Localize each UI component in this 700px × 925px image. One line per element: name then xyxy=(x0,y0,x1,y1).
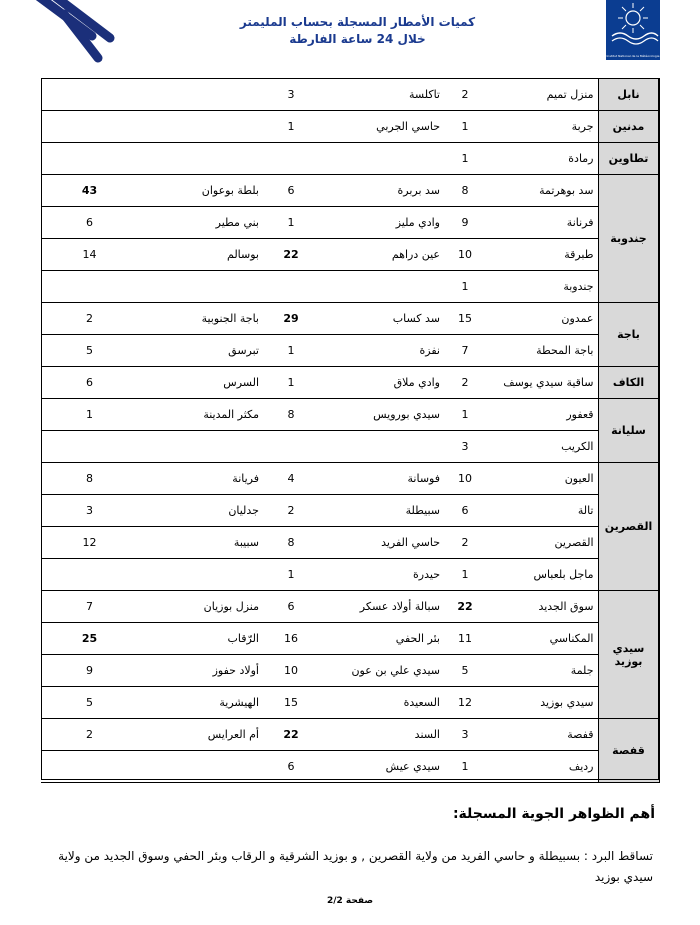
station-name: المكناسي xyxy=(486,623,598,655)
station-name: سيدي بورويس xyxy=(373,408,440,421)
table-row xyxy=(41,751,659,783)
rain-value: 2 xyxy=(444,527,486,559)
station-name: الهيشرية xyxy=(138,687,263,719)
rain-value: 6 xyxy=(287,600,295,613)
rain-value: 22 xyxy=(457,600,473,613)
governorate-cell: جندوبة xyxy=(598,175,659,303)
station-name: أم العرايس xyxy=(207,728,259,741)
rain-value: 6 xyxy=(263,751,319,783)
rain-value: 1 xyxy=(263,207,319,239)
station-name xyxy=(138,431,263,463)
station-name: عين دراهم xyxy=(319,239,444,271)
rain-value: 14 xyxy=(41,239,138,271)
weather-events-text: تساقط البرد : بسبيطلة و حاسي الفريد من ولاية القصرين , و بوزيد الشرقية و الرقاب وبئر الحفي وسوق الجديد من ولاية سيدي بوزيد xyxy=(58,849,653,884)
station-name: سد كساب xyxy=(392,312,440,325)
rain-value: 1 xyxy=(86,408,93,421)
page-number: صفحة 2/2 xyxy=(326,896,374,906)
page-title xyxy=(230,14,485,48)
station-name: الكريب xyxy=(486,431,598,463)
title-line-2: خلال 24 ساعة الفارطة xyxy=(289,32,426,46)
rain-value: 10 xyxy=(458,472,472,485)
rainfall-table xyxy=(41,78,660,783)
table-row xyxy=(41,271,659,303)
rain-value xyxy=(41,143,138,175)
station-name: منزل تميم xyxy=(546,88,594,101)
governorate-cell: سيدي بوزيد xyxy=(598,591,659,719)
station-name: باجة الجنوبية xyxy=(201,312,259,325)
rain-value: 43 xyxy=(81,184,98,197)
station-name: تالة xyxy=(486,495,598,527)
station-name: بئر الحفي xyxy=(319,623,444,655)
rain-value: 1 xyxy=(263,559,319,591)
table-row xyxy=(41,591,659,623)
rain-value: 1 xyxy=(461,408,469,421)
governorate-group xyxy=(41,175,659,303)
rain-value: 3 xyxy=(41,495,138,527)
rain-value: 11 xyxy=(444,623,486,655)
governorate-group xyxy=(41,111,659,143)
station-name: جربة xyxy=(571,120,594,133)
rain-value xyxy=(263,143,319,175)
rain-value: 8 xyxy=(461,184,469,197)
rain-value xyxy=(263,431,319,463)
station-name: حيدرة xyxy=(319,559,444,591)
rain-value: 1 xyxy=(444,559,486,591)
table-row xyxy=(41,111,659,143)
table-row xyxy=(41,303,659,335)
weather-events-title: أهم الظواهر الجوية المسجلة: xyxy=(452,806,655,822)
sun-wave-icon xyxy=(606,0,660,46)
station-name: ماجل بلعباس xyxy=(486,559,598,591)
station-name: باجة المحطة xyxy=(486,335,598,367)
governorate-cell: قفصة xyxy=(598,719,659,783)
station-name: السعيدة xyxy=(319,687,444,719)
station-name: وادي ملاق xyxy=(393,376,440,389)
rain-value xyxy=(41,79,138,111)
table-row xyxy=(41,431,659,463)
station-name: طبرقة xyxy=(486,239,598,271)
institute-logo xyxy=(606,0,660,60)
station-name: عمدون xyxy=(561,312,594,325)
rain-value: 5 xyxy=(41,687,138,719)
station-name: جندوبة xyxy=(486,271,598,303)
governorate-cell: باجة xyxy=(598,303,659,367)
rain-value xyxy=(263,271,319,303)
rain-value: 3 xyxy=(461,728,469,741)
table-row xyxy=(41,143,659,175)
station-name: سيدي علي بن عون xyxy=(319,655,444,687)
rain-value: 10 xyxy=(444,239,486,271)
station-name: تبرسق xyxy=(138,335,263,367)
title-line-1: كميات الأمطار المسجلة بحساب المليمتر xyxy=(239,15,476,29)
rain-value: 3 xyxy=(444,431,486,463)
station-name: فرنانة xyxy=(486,207,598,239)
rain-value: 2 xyxy=(86,312,93,325)
rain-value: 1 xyxy=(287,376,295,389)
rain-value: 1 xyxy=(444,751,486,783)
station-name: سوق الجديد xyxy=(538,600,594,613)
station-name: أولاد حفوز xyxy=(138,655,263,687)
governorate-group xyxy=(41,367,659,399)
governorate-cell: سليانة xyxy=(598,399,659,463)
rain-value: 2 xyxy=(461,88,469,101)
governorate-group xyxy=(41,79,659,111)
rain-value: 8 xyxy=(86,472,93,485)
governorate-cell: مدنين xyxy=(598,111,659,143)
rain-value: 2 xyxy=(263,495,319,527)
station-name: وادي مليز xyxy=(319,207,444,239)
table-row xyxy=(41,79,659,111)
table-row xyxy=(41,399,659,431)
station-name: بني مطير xyxy=(138,207,263,239)
rain-value xyxy=(41,431,138,463)
rain-value: 1 xyxy=(461,152,469,165)
rain-value xyxy=(41,271,138,303)
rain-value: 6 xyxy=(287,184,295,197)
rain-value: 2 xyxy=(461,376,469,389)
rain-value: 10 xyxy=(263,655,319,687)
station-name: جدليان xyxy=(138,495,263,527)
rain-value: 8 xyxy=(287,408,295,421)
station-name: السند xyxy=(414,728,440,741)
station-name: الرّقاب xyxy=(138,623,263,655)
station-name: حاسي الجربي xyxy=(376,120,440,133)
station-name xyxy=(319,143,444,175)
station-name xyxy=(319,431,444,463)
rain-value: 7 xyxy=(86,600,93,613)
table-row xyxy=(41,687,659,719)
station-name: جلمة xyxy=(486,655,598,687)
station-name: قفصة xyxy=(567,728,594,741)
rain-value: 3 xyxy=(287,88,295,101)
station-name: ساقية سيدي يوسف xyxy=(503,376,594,389)
station-name: رمادة xyxy=(568,152,594,165)
rain-value: 5 xyxy=(41,335,138,367)
station-name: فريانة xyxy=(232,472,259,485)
governorate-group xyxy=(41,143,659,175)
governorate-group xyxy=(41,303,659,367)
rain-value: 6 xyxy=(41,207,138,239)
table-row xyxy=(41,655,659,687)
table-row xyxy=(41,463,659,495)
governorate-group xyxy=(41,399,659,463)
rain-value: 22 xyxy=(283,728,299,741)
table-row xyxy=(41,175,659,207)
station-name: فوسانة xyxy=(407,472,440,485)
station-name xyxy=(138,79,263,111)
rain-value xyxy=(41,751,138,783)
station-name xyxy=(138,559,263,591)
governorate-cell: تطاوين xyxy=(598,143,659,175)
station-name xyxy=(138,111,263,143)
station-name: العيون xyxy=(564,472,594,485)
rain-value: 1 xyxy=(263,335,319,367)
station-name: سبالة أولاد عسكر xyxy=(359,600,440,613)
station-name: بوسالم xyxy=(138,239,263,271)
station-name: قعفور xyxy=(566,408,594,421)
decorative-stripes xyxy=(30,0,120,68)
station-name xyxy=(138,271,263,303)
governorate-cell: القصرين xyxy=(598,463,659,591)
table-row xyxy=(41,527,659,559)
rain-value: 22 xyxy=(263,239,319,271)
station-name: سيدي بوزيد xyxy=(486,687,598,719)
table-row xyxy=(41,207,659,239)
station-name: مكثر المدينة xyxy=(203,408,259,421)
station-name: سيدي عيش xyxy=(319,751,444,783)
rain-value: 6 xyxy=(444,495,486,527)
governorate-group xyxy=(41,719,659,783)
station-name: بلطة بوعوان xyxy=(201,184,259,197)
table-row xyxy=(41,239,659,271)
rain-value: 4 xyxy=(287,472,295,485)
station-name: منزل بوزيان xyxy=(203,600,259,613)
station-name xyxy=(319,271,444,303)
table-row xyxy=(41,495,659,527)
station-name: سبيطلة xyxy=(319,495,444,527)
rain-value: 29 xyxy=(283,312,299,325)
station-name: نفزة xyxy=(319,335,444,367)
rain-value: 1 xyxy=(461,120,469,133)
station-name: السرس xyxy=(223,376,259,389)
station-name: حاسي الفريد xyxy=(319,527,444,559)
table-row xyxy=(41,335,659,367)
rain-value: 15 xyxy=(458,312,472,325)
rain-value: 16 xyxy=(263,623,319,655)
station-name xyxy=(138,143,263,175)
rain-value: 7 xyxy=(444,335,486,367)
station-name xyxy=(138,751,263,783)
rain-value xyxy=(41,559,138,591)
rain-value: 9 xyxy=(444,207,486,239)
rain-value: 12 xyxy=(444,687,486,719)
table-row xyxy=(41,719,659,751)
rain-value: 9 xyxy=(41,655,138,687)
rain-value: 15 xyxy=(263,687,319,719)
logo-caption: Institut National de la Météorologie xyxy=(606,53,660,58)
station-name: سد بوهرتمة xyxy=(539,184,594,197)
rain-value: 1 xyxy=(287,120,295,133)
governorate-group xyxy=(41,463,659,591)
station-name: القصرين xyxy=(486,527,598,559)
governorate-group xyxy=(41,591,659,719)
rain-value: 25 xyxy=(41,623,138,655)
table-row xyxy=(41,367,659,399)
rain-value: 5 xyxy=(444,655,486,687)
station-name: رديف xyxy=(486,751,598,783)
governorate-cell: الكاف xyxy=(598,367,659,399)
governorate-cell: نابل xyxy=(598,79,659,111)
rain-value: 8 xyxy=(263,527,319,559)
rain-value: 1 xyxy=(444,271,486,303)
rain-value: 12 xyxy=(41,527,138,559)
rain-value: 6 xyxy=(86,376,93,389)
station-name: تاكلسة xyxy=(408,88,440,101)
rain-value xyxy=(41,111,138,143)
table-row xyxy=(41,559,659,591)
station-name: سد بربرة xyxy=(397,184,440,197)
table-row xyxy=(41,623,659,655)
station-name: سبيبة xyxy=(138,527,263,559)
rain-value: 2 xyxy=(86,728,93,741)
